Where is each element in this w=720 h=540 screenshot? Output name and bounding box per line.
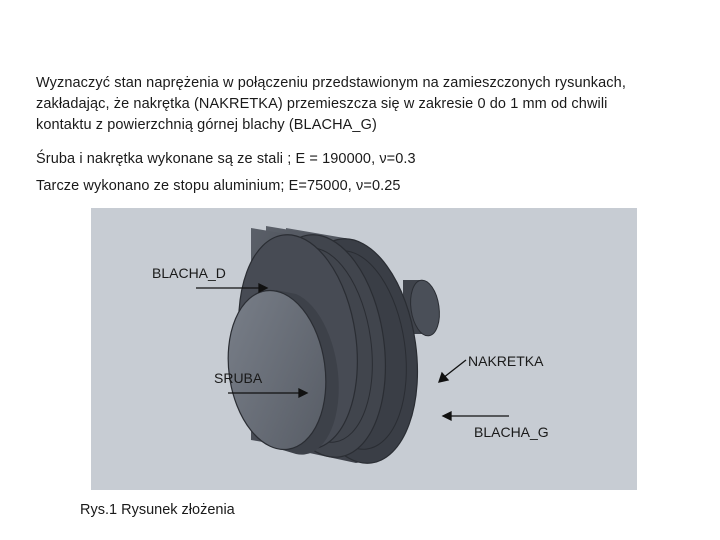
- figure-caption: Rys.1 Rysunek złożenia: [80, 502, 235, 518]
- task-description: [36, 73, 708, 136]
- label-blacha-d: BLACHA_D: [152, 265, 226, 281]
- label-sruba: SRUBA: [214, 370, 263, 386]
- assembly-figure: [91, 208, 637, 490]
- task-line-3: kontaktu z powierzchnią górnej blachy (BLACHA_G): [36, 117, 377, 133]
- steel-properties: Śruba i nakrętka wykonane są ze stali ; E = 190000, ν=0.3: [36, 151, 416, 167]
- label-nakretka: NAKRETKA: [468, 353, 544, 369]
- arrow-nakretka: [443, 360, 466, 378]
- task-line-1: Wyznaczyć stan naprężenia w połączeniu przedstawionym na zamieszczonych rysunkach,: [36, 75, 626, 91]
- assembly-render: [91, 208, 637, 490]
- task-line-2: zakładając, że nakrętka (NAKRETKA) przemieszcza się w zakresie 0 do 1 mm od chwili: [36, 96, 608, 112]
- aluminium-properties: Tarcze wykonano ze stopu aluminium; E=75000, ν=0.25: [36, 178, 401, 194]
- label-blacha-g: BLACHA_G: [474, 424, 549, 440]
